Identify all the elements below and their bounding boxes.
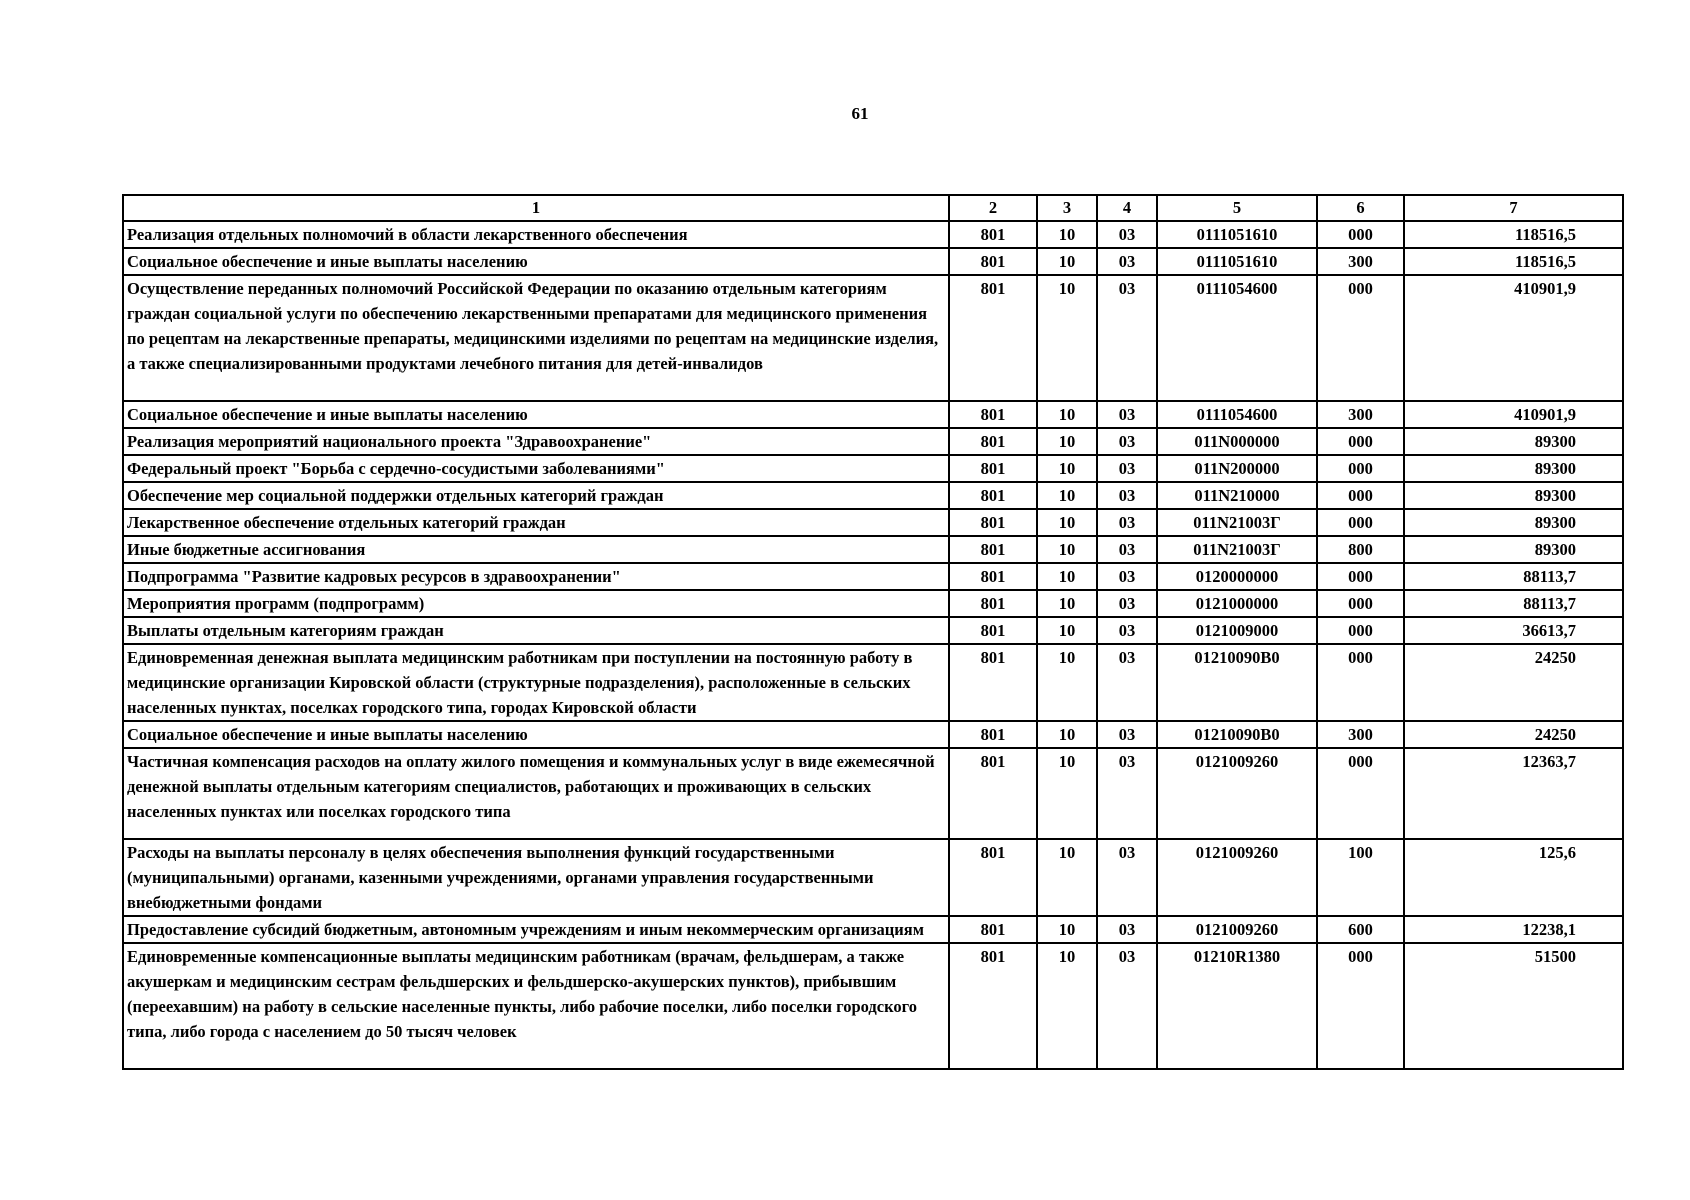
amount: 12363,7 xyxy=(1404,748,1623,839)
expense-type-code: 600 xyxy=(1317,916,1404,943)
section-code: 10 xyxy=(1037,590,1097,617)
ministry-code: 801 xyxy=(949,455,1037,482)
row-name: Социальное обеспечение и иные выплаты населению xyxy=(123,401,949,428)
table-row xyxy=(123,482,1623,509)
target-article-code: 01210090В0 xyxy=(1157,721,1317,748)
target-article-code: 011N200000 xyxy=(1157,455,1317,482)
ministry-code: 801 xyxy=(949,590,1037,617)
row-name: Единовременная денежная выплата медицинским работникам при поступлении на постоянную работу в медицинские организации Кировской области (структурные подразделения), расположенные в сельских населенных пунктах, поселках городского типа, городах Кировской области xyxy=(123,644,949,721)
table-row xyxy=(123,839,1623,916)
row-name: Мероприятия программ (подпрограмм) xyxy=(123,590,949,617)
page-number: 61 xyxy=(851,104,869,123)
subsection-code: 03 xyxy=(1097,275,1157,401)
target-article-code: 011N210000 xyxy=(1157,482,1317,509)
target-article-code: 0121009260 xyxy=(1157,748,1317,839)
target-article-code: 01210090В0 xyxy=(1157,644,1317,721)
amount: 410901,9 xyxy=(1404,401,1623,428)
subsection-code: 03 xyxy=(1097,916,1157,943)
column-header: 1 xyxy=(123,195,949,221)
expense-type-code: 000 xyxy=(1317,509,1404,536)
expense-type-code: 800 xyxy=(1317,536,1404,563)
subsection-code: 03 xyxy=(1097,401,1157,428)
section-code: 10 xyxy=(1037,536,1097,563)
table-row xyxy=(123,536,1623,563)
section-code: 10 xyxy=(1037,839,1097,916)
subsection-code: 03 xyxy=(1097,839,1157,916)
amount: 88113,7 xyxy=(1404,563,1623,590)
section-code: 10 xyxy=(1037,721,1097,748)
expense-type-code: 100 xyxy=(1317,839,1404,916)
section-code: 10 xyxy=(1037,748,1097,839)
ministry-code: 801 xyxy=(949,509,1037,536)
amount: 125,6 xyxy=(1404,839,1623,916)
row-name: Расходы на выплаты персоналу в целях обеспечения выполнения функций государственными (муниципальными) органами, казенными учреждениями, органами управления государственными внебюджетными фондами xyxy=(123,839,949,916)
amount: 118516,5 xyxy=(1404,221,1623,248)
target-article-code: 0111054600 xyxy=(1157,401,1317,428)
column-header: 6 xyxy=(1317,195,1404,221)
subsection-code: 03 xyxy=(1097,943,1157,1069)
amount: 12238,1 xyxy=(1404,916,1623,943)
subsection-code: 03 xyxy=(1097,721,1157,748)
row-name: Подпрограмма "Развитие кадровых ресурсов в здравоохранении" xyxy=(123,563,949,590)
row-name: Лекарственное обеспечение отдельных категорий граждан xyxy=(123,509,949,536)
subsection-code: 03 xyxy=(1097,248,1157,275)
expense-type-code: 000 xyxy=(1317,943,1404,1069)
column-header: 2 xyxy=(949,195,1037,221)
row-name: Иные бюджетные ассигнования xyxy=(123,536,949,563)
ministry-code: 801 xyxy=(949,721,1037,748)
target-article-code: 0120000000 xyxy=(1157,563,1317,590)
amount: 89300 xyxy=(1404,428,1623,455)
amount: 51500 xyxy=(1404,943,1623,1069)
subsection-code: 03 xyxy=(1097,455,1157,482)
expense-type-code: 000 xyxy=(1317,748,1404,839)
ministry-code: 801 xyxy=(949,943,1037,1069)
ministry-code: 801 xyxy=(949,563,1037,590)
table-row xyxy=(123,401,1623,428)
column-header: 3 xyxy=(1037,195,1097,221)
row-name: Частичная компенсация расходов на оплату жилого помещения и коммунальных услуг в виде ежемесячной денежной выплаты отдельным категориям специалистов, работающих и проживающих в сельских населенных пунктах или поселках городского типа xyxy=(123,748,949,839)
column-header: 4 xyxy=(1097,195,1157,221)
expense-type-code: 300 xyxy=(1317,401,1404,428)
row-name: Реализация отдельных полномочий в области лекарственного обеспечения xyxy=(123,221,949,248)
amount: 24250 xyxy=(1404,644,1623,721)
target-article-code: 0121009000 xyxy=(1157,617,1317,644)
amount: 36613,7 xyxy=(1404,617,1623,644)
ministry-code: 801 xyxy=(949,401,1037,428)
ministry-code: 801 xyxy=(949,221,1037,248)
table-row xyxy=(123,590,1623,617)
expense-type-code: 000 xyxy=(1317,455,1404,482)
amount: 89300 xyxy=(1404,482,1623,509)
subsection-code: 03 xyxy=(1097,221,1157,248)
ministry-code: 801 xyxy=(949,916,1037,943)
amount: 89300 xyxy=(1404,509,1623,536)
subsection-code: 03 xyxy=(1097,482,1157,509)
table-row xyxy=(123,748,1623,839)
amount: 89300 xyxy=(1404,455,1623,482)
expense-type-code: 300 xyxy=(1317,721,1404,748)
subsection-code: 03 xyxy=(1097,509,1157,536)
amount: 410901,9 xyxy=(1404,275,1623,401)
section-code: 10 xyxy=(1037,943,1097,1069)
target-article-code: 01210R1380 xyxy=(1157,943,1317,1069)
row-name: Реализация мероприятий национального проекта "Здравоохранение" xyxy=(123,428,949,455)
expense-type-code: 000 xyxy=(1317,482,1404,509)
section-code: 10 xyxy=(1037,482,1097,509)
table-row xyxy=(123,221,1623,248)
row-name: Социальное обеспечение и иные выплаты населению xyxy=(123,248,949,275)
table-row xyxy=(123,916,1623,943)
row-name: Обеспечение мер социальной поддержки отдельных категорий граждан xyxy=(123,482,949,509)
subsection-code: 03 xyxy=(1097,644,1157,721)
subsection-code: 03 xyxy=(1097,536,1157,563)
table-row xyxy=(123,617,1623,644)
section-code: 10 xyxy=(1037,916,1097,943)
subsection-code: 03 xyxy=(1097,617,1157,644)
subsection-code: 03 xyxy=(1097,748,1157,839)
expense-type-code: 000 xyxy=(1317,275,1404,401)
ministry-code: 801 xyxy=(949,428,1037,455)
row-name: Осуществление переданных полномочий Российской Федерации по оказанию отдельным категориям граждан социальной услуги по обеспечению лекарственными препаратами для медицинского применения по рецептам на лекарственные препараты, медицинскими изделиями по рецептам на медицинские изделия, а также специализированными продуктами лечебного питания для детей-инвалидов xyxy=(123,275,949,401)
ministry-code: 801 xyxy=(949,748,1037,839)
section-code: 10 xyxy=(1037,221,1097,248)
target-article-code: 011N21003Г xyxy=(1157,536,1317,563)
section-code: 10 xyxy=(1037,428,1097,455)
table-row xyxy=(123,509,1623,536)
ministry-code: 801 xyxy=(949,644,1037,721)
table-row xyxy=(123,428,1623,455)
section-code: 10 xyxy=(1037,275,1097,401)
row-name: Социальное обеспечение и иные выплаты населению xyxy=(123,721,949,748)
section-code: 10 xyxy=(1037,617,1097,644)
expense-type-code: 000 xyxy=(1317,428,1404,455)
table-row xyxy=(123,563,1623,590)
section-code: 10 xyxy=(1037,563,1097,590)
target-article-code: 011N21003Г xyxy=(1157,509,1317,536)
ministry-code: 801 xyxy=(949,275,1037,401)
column-header: 7 xyxy=(1404,195,1623,221)
column-header: 5 xyxy=(1157,195,1317,221)
subsection-code: 03 xyxy=(1097,428,1157,455)
ministry-code: 801 xyxy=(949,248,1037,275)
table-row xyxy=(123,455,1623,482)
section-code: 10 xyxy=(1037,248,1097,275)
section-code: 10 xyxy=(1037,509,1097,536)
expense-type-code: 000 xyxy=(1317,563,1404,590)
amount: 89300 xyxy=(1404,536,1623,563)
expense-type-code: 300 xyxy=(1317,248,1404,275)
table-row xyxy=(123,943,1623,1069)
section-code: 10 xyxy=(1037,455,1097,482)
amount: 24250 xyxy=(1404,721,1623,748)
table-row xyxy=(123,275,1623,401)
row-name: Выплаты отдельным категориям граждан xyxy=(123,617,949,644)
table-row xyxy=(123,644,1623,721)
target-article-code: 0121009260 xyxy=(1157,916,1317,943)
target-article-code: 0121000000 xyxy=(1157,590,1317,617)
expense-type-code: 000 xyxy=(1317,221,1404,248)
amount: 118516,5 xyxy=(1404,248,1623,275)
table-row xyxy=(123,721,1623,748)
row-name: Предоставление субсидий бюджетным, автономным учреждениям и иным некоммерческим организациям xyxy=(123,916,949,943)
row-name: Единовременные компенсационные выплаты медицинским работникам (врачам, фельдшерам, а также акушеркам и медицинским сестрам фельдшерских и фельдшерско-акушерских пунктов), прибывшим (переехавшим) на работу в сельские населенные пункты, либо рабочие поселки, либо поселки городского типа, либо города с населением до 50 тысяч человек xyxy=(123,943,949,1069)
ministry-code: 801 xyxy=(949,839,1037,916)
target-article-code: 0121009260 xyxy=(1157,839,1317,916)
section-code: 10 xyxy=(1037,644,1097,721)
expense-type-code: 000 xyxy=(1317,644,1404,721)
ministry-code: 801 xyxy=(949,536,1037,563)
target-article-code: 0111051610 xyxy=(1157,248,1317,275)
target-article-code: 011N000000 xyxy=(1157,428,1317,455)
amount: 88113,7 xyxy=(1404,590,1623,617)
section-code: 10 xyxy=(1037,401,1097,428)
table-body xyxy=(123,221,1623,1069)
expense-type-code: 000 xyxy=(1317,590,1404,617)
target-article-code: 0111051610 xyxy=(1157,221,1317,248)
subsection-code: 03 xyxy=(1097,590,1157,617)
ministry-code: 801 xyxy=(949,617,1037,644)
table-row xyxy=(123,248,1623,275)
header-row xyxy=(123,195,1623,221)
subsection-code: 03 xyxy=(1097,563,1157,590)
expense-type-code: 000 xyxy=(1317,617,1404,644)
budget-table xyxy=(122,194,1624,1070)
row-name: Федеральный проект "Борьба с сердечно-сосудистыми заболеваниями" xyxy=(123,455,949,482)
ministry-code: 801 xyxy=(949,482,1037,509)
target-article-code: 0111054600 xyxy=(1157,275,1317,401)
